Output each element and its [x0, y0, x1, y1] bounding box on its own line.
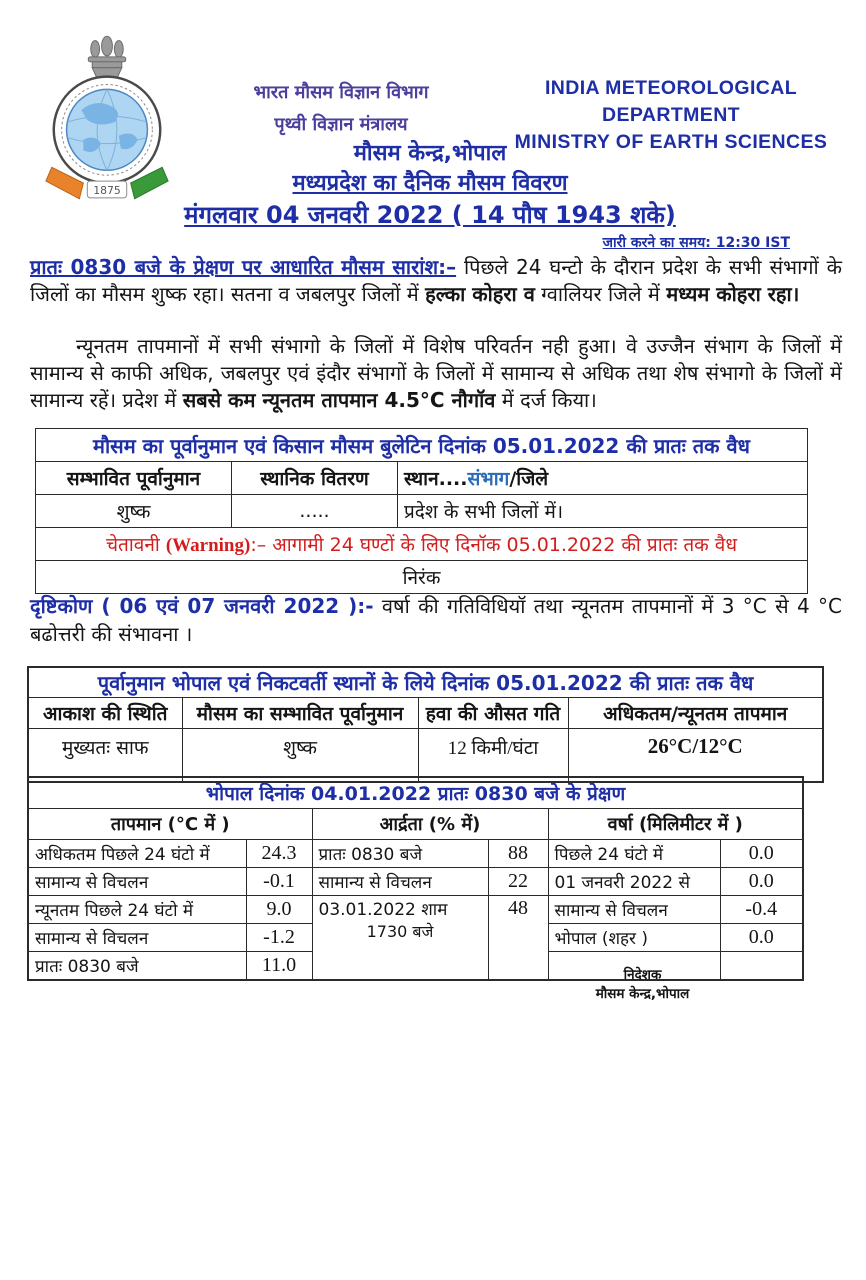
weather-summary-paragraph [30, 254, 842, 308]
table-row [36, 462, 808, 495]
max-min-temp-header: अधिकतम/न्यूनतम तापमान [568, 698, 823, 729]
city-forecast-header-row [28, 698, 823, 729]
wind-speed-value: 12 किमी/घंटा [418, 729, 568, 783]
humidity-evening-label [312, 896, 488, 981]
warning-word-hindi: चेतावनी [105, 534, 166, 556]
wind-speed-header: हवा की औसत गति [418, 698, 568, 729]
outlook-paragraph [30, 592, 842, 648]
place-value: प्रदेश के सभी जिलों में। [398, 495, 808, 528]
rain-since-jan-label: 01 जनवरी 2022 से [548, 868, 720, 896]
temp-min-deviation-label: सामान्य से विचलन [28, 924, 246, 952]
city-forecast-title: पूर्वानुमान भोपाल एवं निकटवर्ती स्थानों के लिये दिनांक 05.01.2022 की प्रातः तक वैध [28, 667, 823, 698]
forecast-warning-table [35, 428, 808, 594]
forecast-col3-header [398, 462, 808, 495]
warning-rest: :– आगामी 24 घण्टों के लिए दिनॉक 05.01.2022 की प्रातः तक वैध [250, 534, 738, 556]
temperature-paragraph [30, 333, 842, 414]
rain-bhopal-city-label: भोपाल (शहर ) [548, 924, 720, 952]
temp-morning-label: प्रातः 0830 बजे [28, 952, 246, 981]
sky-condition-value: मुख्यतः साफ [28, 729, 182, 783]
sky-condition-header: आकाश की स्थिति [28, 698, 182, 729]
warning-value: निरंक [36, 561, 808, 594]
temp-morning-value: 11.0 [246, 952, 312, 981]
city-forecast-data-row [28, 729, 823, 783]
warning-word-english: (Warning) [165, 535, 251, 556]
signature-block [555, 966, 730, 1004]
forecast-col1-header: सम्भावित पूर्वानुमान [36, 462, 232, 495]
observation-row [28, 896, 803, 924]
rain-empty-value [720, 952, 803, 981]
temp-max-label: अधिकतम पिछले 24 घंटो में [28, 840, 246, 868]
issue-time: जारी करने का समय: 12:30 IST [602, 235, 790, 251]
humidity-section-header: आर्द्रता (% में) [312, 809, 548, 840]
signature-office: मौसम केन्द्र,भोपाल [595, 986, 690, 1002]
masthead [0, 139, 860, 232]
observation-row [28, 868, 803, 896]
dept-english-line1: INDIA METEOROLOGICAL DEPARTMENT [544, 77, 798, 126]
summary-text-2: ग्वालियर जिले में [534, 282, 667, 306]
outlook-label: दृष्टिकोण ( 06 एवं 07 जनवरी 2022 ):- [30, 594, 374, 618]
observation-row [28, 840, 803, 868]
section-header-row [28, 809, 803, 840]
humidity-morning-value: 88 [488, 840, 548, 868]
bulletin-date: मंगलवार 04 जनवरी 2022 ( 14 पौष 1943 शके) [184, 201, 676, 229]
summary-bold-2: मध्यम कोहरा रहा। [666, 282, 800, 306]
observation-table [27, 776, 804, 981]
forecast-value: शुष्क [36, 495, 232, 528]
signature-designation: निदेशक [623, 967, 662, 983]
table-row [28, 667, 823, 698]
temp-min-value: 9.0 [246, 896, 312, 924]
humidity-deviation-label: सामान्य से विचलन [312, 868, 488, 896]
outlook-text: वर्षा की गतिविधियॉ तथा न्यूनतम तापमानों में 3 °C से 4 °C बढोत्तरी की संभावना । [30, 594, 842, 646]
humidity-evening-time: 1730 बजे [366, 922, 434, 941]
temp-max-deviation-value: -0.1 [246, 868, 312, 896]
place-label-suffix: /जिले [509, 468, 549, 490]
table-row [28, 777, 803, 809]
org-hindi-line2: पृथ्वी विज्ञान मंत्रालय [274, 114, 408, 135]
city-forecast-table [27, 666, 824, 783]
temperature-section-header: तापमान (°C में ) [28, 809, 312, 840]
rain-24h-label: पिछले 24 घंटो में [548, 840, 720, 868]
max-min-temp-value: 26°C/12°C [568, 729, 823, 783]
probable-forecast-value: शुष्क [182, 729, 418, 783]
forecast-table-title: मौसम का पूर्वानुमान एवं किसान मौसम बुलेटिन दिनांक 05.01.2022 की प्रातः तक वैध [36, 429, 808, 462]
forecast-col2-header: स्थानिक वितरण [232, 462, 398, 495]
rainfall-section-header: वर्षा (मिलिमीटर में ) [548, 809, 803, 840]
humidity-evening-value: 48 [488, 896, 548, 981]
rain-since-jan-value: 0.0 [720, 868, 803, 896]
distribution-value: ..... [232, 495, 398, 528]
summary-text-1: पिछले 24 घन्टो के दौरान प्रदेश के सभी संभागों के जिलों का मौसम शुष्क रहा। सतना व जबलपुर जिलों में [30, 255, 842, 306]
table-row [36, 495, 808, 528]
table-row [36, 429, 808, 462]
temp-text-1: न्यूनतम तापमानों में सभी संभागो के जिलों में विशेष परिवर्तन नही हुआ। वे उज्जैन संभाग के जिलों में सामान्य से काफी अधिक, जबलपुर एवं इंदौर संभागों के जिलों में सामान्य से अधिक तथा शेष संभागो के जिलों में सामान्य रहें। प्रदेश में [30, 334, 842, 412]
dept-english-line2: MINISTRY OF EARTH SCIENCES [514, 131, 828, 153]
rain-deviation-value: -0.4 [720, 896, 803, 924]
observation-title: भोपाल दिनांक 04.01.2022 प्रातः 0830 बजे के प्रेक्षण [28, 777, 803, 809]
temp-text-2: में दर्ज किया। [495, 388, 597, 412]
temp-min-deviation-value: -1.2 [246, 924, 312, 952]
org-hindi-line1: भारत मौसम विज्ञान विभाग [253, 82, 429, 103]
summary-label: प्रातः 0830 बजे के प्रेक्षण पर आधारित मौसम सारांश:– [30, 255, 457, 279]
humidity-morning-label: प्रातः 0830 बजे [312, 840, 488, 868]
table-row [36, 561, 808, 594]
place-label-division: संभाग [467, 468, 510, 490]
temp-min-label: न्यूनतम पिछले 24 घंटो में [28, 896, 246, 924]
warning-row [36, 528, 808, 561]
weather-centre-name: मौसम केन्द्र,भोपाल [353, 141, 507, 166]
place-label-prefix: स्थान.... [404, 468, 468, 490]
rain-24h-value: 0.0 [720, 840, 803, 868]
bulletin-title: मध्यप्रदेश का दैनिक मौसम विवरण [292, 171, 568, 196]
probable-forecast-header: मौसम का सम्भावित पूर्वानुमान [182, 698, 418, 729]
logo-year: 1875 [93, 183, 121, 197]
humidity-deviation-value: 22 [488, 868, 548, 896]
temp-bold-min: सबसे कम न्यूनतम तापमान 4.5°C नौगॉव [182, 388, 496, 412]
temp-max-deviation-label: सामान्य से विचलन [28, 868, 246, 896]
warning-text [36, 528, 808, 561]
summary-bold-1: हल्का कोहरा व [425, 282, 535, 306]
rain-bhopal-city-value: 0.0 [720, 924, 803, 952]
rain-deviation-label: सामान्य से विचलन [548, 896, 720, 924]
humidity-evening-date: 03.01.2022 शाम [318, 900, 448, 920]
temp-max-value: 24.3 [246, 840, 312, 868]
